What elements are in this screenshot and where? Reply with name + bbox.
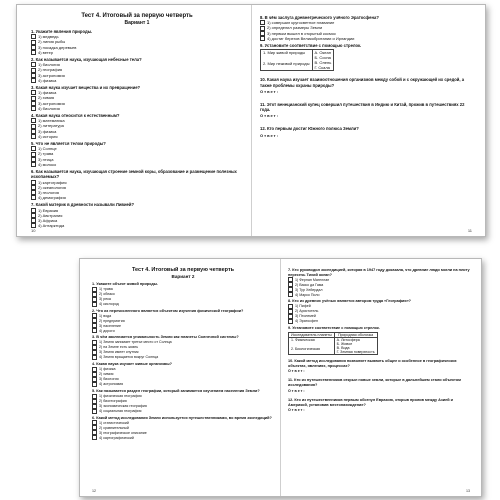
matching-item: В. Вода xyxy=(336,345,350,350)
right-page xyxy=(260,5,472,236)
answer-option[interactable] xyxy=(288,319,470,324)
answer-line: Ответ: xyxy=(288,408,306,413)
answer-option[interactable] xyxy=(92,355,274,360)
option-label: 4) социальная география xyxy=(99,408,142,413)
question-5: 5. Что не является телом природы? xyxy=(31,141,106,146)
question-7-options xyxy=(288,277,470,297)
question-12: 12. Кто из путешественников первым обогнул Евразию, открыв пролив между Азией и Америкой, установив местонахождение? xyxy=(288,397,453,407)
page-fold xyxy=(251,5,252,236)
left-page xyxy=(92,259,274,496)
answer-option[interactable] xyxy=(288,292,470,297)
page-number: 10 xyxy=(31,228,36,233)
question-4: 4. Какая наука относится к естественным? xyxy=(31,113,120,118)
matching-item: А. Океан xyxy=(314,50,331,56)
answer-option[interactable] xyxy=(31,78,243,83)
option-label: 2) сравнительный xyxy=(99,425,129,430)
option-label: 2) определил размеры Земли xyxy=(267,25,323,31)
checkbox[interactable] xyxy=(260,36,265,41)
checkbox[interactable] xyxy=(92,409,97,414)
checkbox[interactable] xyxy=(31,195,36,200)
answer-option[interactable] xyxy=(92,435,274,440)
option-label: 2) облако xyxy=(99,291,115,296)
question-3: 3. Какая наука изучает вещества и их превращение? xyxy=(31,85,141,90)
option-label: 1) физическая география xyxy=(99,393,142,398)
question-7: 7. Какой материк в древности называли Ливией? xyxy=(31,202,135,208)
checkbox[interactable] xyxy=(288,319,293,324)
question-10: 10. Какая наука изучает взаимоотношения организмов между собой и с окружающей их средой, а также проблемы охраны природы? xyxy=(260,77,465,88)
option-label: 4) история xyxy=(38,133,58,139)
option-label: 1) Пифей xyxy=(295,304,311,309)
option-label: 4) демография xyxy=(38,195,66,201)
matching-left-item: 1. Физическая xyxy=(291,337,315,342)
option-label: 2) литература xyxy=(38,123,64,129)
option-label: 3) птица xyxy=(38,156,54,162)
checkbox[interactable] xyxy=(288,292,293,297)
book-spread-variant-1 xyxy=(16,4,486,237)
option-label: 1) медведь xyxy=(38,34,59,40)
option-label: 3) астрономия xyxy=(38,100,65,106)
option-label: 1) картография xyxy=(38,179,67,185)
option-label: 2) география xyxy=(38,67,63,73)
test-title: Тест 4. Итоговый за первую четверть xyxy=(81,13,193,19)
question-list xyxy=(92,282,274,440)
option-label: 3) Птолемей xyxy=(295,314,316,319)
matching-table xyxy=(260,49,334,71)
option-label: 1) физика xyxy=(99,367,116,372)
checkbox[interactable] xyxy=(31,162,36,167)
checkbox[interactable] xyxy=(31,78,36,83)
option-label: 4) астрономия xyxy=(99,382,124,387)
question-5: 5. Как называется раздел географии, который занимается изучением населения Земли? xyxy=(92,388,260,393)
answer-option[interactable] xyxy=(92,409,274,414)
question-10: 10. Какой метод исследования позволяет выявить общее и особенное в географических объектах, явлениях, процессах? xyxy=(288,358,457,368)
page-number: 13 xyxy=(466,489,470,493)
answer-option[interactable] xyxy=(92,302,274,307)
option-label: 4) биология xyxy=(38,105,60,111)
checkbox[interactable] xyxy=(31,106,36,111)
option-label: 4) ветер xyxy=(38,49,54,55)
matching-column-b: Природная оболочка xyxy=(334,332,377,337)
checkbox[interactable] xyxy=(31,134,36,139)
question-6: 6. Какой метод исследования Земли используется путешественниками, во время экспедиций? xyxy=(92,415,272,420)
option-label: 2) предприятия xyxy=(99,318,125,323)
option-label: 3) Тур Хейердал xyxy=(295,287,323,292)
option-label: 1) математика xyxy=(38,118,65,124)
option-label: 3) Африка xyxy=(38,217,58,223)
question-9: 9. Установите соответствие с помощью стрелок. xyxy=(288,326,380,331)
checkbox[interactable] xyxy=(31,50,36,55)
answer-option[interactable] xyxy=(31,106,243,111)
question-12: 12. Кто первым достиг Южного полюса Земли? xyxy=(260,126,359,132)
matching-item: Г. Скала xyxy=(314,65,330,71)
matching-item: В. Олень xyxy=(314,60,332,66)
matching-item: Б. Живое xyxy=(336,341,353,346)
book-spread-variant-2 xyxy=(79,258,482,497)
option-label: 3) физика xyxy=(38,128,57,134)
answer-line: Ответ: xyxy=(260,113,279,119)
answer-line: Ответ: xyxy=(260,132,279,138)
option-label: 2) Васко да Гама xyxy=(295,282,324,287)
variant-label: Вариант 1 xyxy=(124,20,150,26)
option-label: 4) кислород xyxy=(99,301,119,306)
option-label: 1) совершил кругосветное плавание xyxy=(267,20,335,26)
left-page xyxy=(31,5,243,236)
option-label: 3) биология xyxy=(99,377,119,382)
question-7: 7. Кто руководил экспедицией, которая в 1947 году доказала, что древние люди могли на плоту пересечь Тихий океан? xyxy=(288,268,470,277)
option-label: 2) линия рыбы xyxy=(38,39,66,45)
option-label: 4) Эратосфен xyxy=(295,319,319,324)
question-8-options xyxy=(288,304,470,324)
question-9: 9. Установите соответствие с помощью стрелок. xyxy=(260,43,362,48)
page-fold xyxy=(280,259,281,496)
test-title: Тест 4. Итоговый за первую четверть xyxy=(131,267,235,273)
answer-option[interactable] xyxy=(31,223,243,228)
option-label: 4) Марко Поло xyxy=(295,292,320,297)
option-label: 1) статистический xyxy=(99,420,129,425)
question-list xyxy=(31,29,243,228)
matching-left xyxy=(289,337,335,354)
question-1: 1. Укажите объект живой природы. xyxy=(92,282,159,286)
right-page xyxy=(288,259,470,496)
option-label: 2) на Земле есть жизнь xyxy=(99,345,139,350)
matching-left-item: 2. Мир неживой природы xyxy=(263,61,310,67)
question-2: 2. Как называется наука, изучающая небесные тела? xyxy=(31,57,142,62)
checkbox[interactable] xyxy=(92,302,97,307)
option-label: 4) Земля вращается вокруг Солнца xyxy=(99,355,159,360)
option-label: 2) химия xyxy=(99,372,114,377)
option-label: 4) молоко xyxy=(38,161,57,167)
answer-line: Ответ: xyxy=(260,88,279,94)
answer-option[interactable] xyxy=(31,50,243,55)
option-label: 1) Евразия xyxy=(38,207,59,213)
option-label: 3) геология xyxy=(38,189,59,195)
option-label: 1) физика xyxy=(38,90,57,96)
option-label: 3) посадка деревьев xyxy=(38,44,77,50)
matching-item: Г. Земная поверхность xyxy=(336,349,375,354)
option-label: 1) Солнце xyxy=(38,146,57,152)
answer-option[interactable] xyxy=(31,162,243,167)
option-label: 1) Земля занимает третье место от Солнца xyxy=(99,340,172,345)
page-number: 12 xyxy=(92,489,96,493)
option-label: 4) картографический xyxy=(99,435,134,440)
option-label: 2) химия xyxy=(38,95,55,101)
answer-line: Ответ: xyxy=(288,388,306,393)
matching-left-item: 1. Мир живой природы xyxy=(263,50,306,56)
matching-column-a: Исследователь планеты xyxy=(289,332,335,337)
variant-label: Вариант 2 xyxy=(171,274,195,279)
option-label: 3) Земля имеет спутник xyxy=(99,350,139,355)
matching-right xyxy=(334,337,377,354)
page-number: 11 xyxy=(467,228,472,233)
answer-option[interactable] xyxy=(31,195,243,200)
option-label: 1) трава xyxy=(99,286,113,291)
matching-table xyxy=(288,332,378,355)
option-label: 3) географическое описание xyxy=(99,430,147,435)
option-label: 3) население xyxy=(99,323,121,328)
checkbox[interactable] xyxy=(92,435,97,440)
option-label: 2) океанология xyxy=(38,184,66,190)
question-6: 6. Как называется наука, изучающая строение земной коры, образование и размещение полезных ископаемых? xyxy=(31,169,237,180)
option-label: 4) достиг берегов Великобритании и Ирландии xyxy=(267,35,355,41)
option-label: 2) Австралия xyxy=(38,212,63,218)
option-label: 4) физика xyxy=(38,77,57,83)
option-label: 1) вода xyxy=(99,313,112,318)
matching-left-item: 2. Биологическая xyxy=(291,346,320,351)
option-label: 2) Аристотель xyxy=(295,309,319,314)
question-3: 3. В чём заключается уникальность Земли как планеты Солнечной системы? xyxy=(92,335,239,340)
option-label: 3) первым вышел в открытый космос xyxy=(267,30,336,36)
option-label: 3) астрономия xyxy=(38,72,65,78)
option-label: 3) река xyxy=(99,296,111,301)
checkbox[interactable] xyxy=(92,355,97,360)
question-8: 8. Кто из древних учёных является автором труда «География»? xyxy=(288,299,411,304)
option-label: 4) дороги xyxy=(99,328,115,333)
answer-option[interactable] xyxy=(92,382,274,387)
option-label: 3) экономическая география xyxy=(99,403,147,408)
option-label: 2) биогеография xyxy=(99,398,127,403)
answer-line: Ответ: xyxy=(288,369,306,374)
option-label: 1) Фернан Магеллан xyxy=(295,277,330,282)
option-label: 2) трава xyxy=(38,151,54,157)
question-2: 2. Что из перечисленного является объектом изучения физической географии? xyxy=(92,308,244,313)
question-4: 4. Какая наука изучает живые организмы? xyxy=(92,362,172,367)
question-8: 8. В чём заслуга древнегреческого учёного Эратосфена? xyxy=(260,15,379,20)
checkbox[interactable] xyxy=(92,382,97,387)
answer-option[interactable] xyxy=(92,328,274,333)
checkbox[interactable] xyxy=(92,328,97,333)
question-1: 1. Укажите явления природы. xyxy=(31,29,93,34)
answer-option[interactable] xyxy=(31,134,243,139)
question-11: 11. Кто из путешественников открыл новые земли, которые в дальнейшем стали объектом исследования? xyxy=(288,378,461,388)
question-11: 11. Этот венецианский купец совершил путешествия в Индию и Китай, прожив в путешествиях 22 года. xyxy=(260,101,465,112)
matching-item: Б. Сосна xyxy=(314,55,331,61)
matching-left xyxy=(261,50,313,71)
matching-item: А. Литосфера xyxy=(336,337,360,342)
option-label: 4) Антарктида xyxy=(38,223,65,229)
matching-right xyxy=(312,50,334,71)
question-8-options xyxy=(260,20,472,41)
option-label: 1) биология xyxy=(38,62,60,68)
answer-option[interactable] xyxy=(260,36,472,41)
